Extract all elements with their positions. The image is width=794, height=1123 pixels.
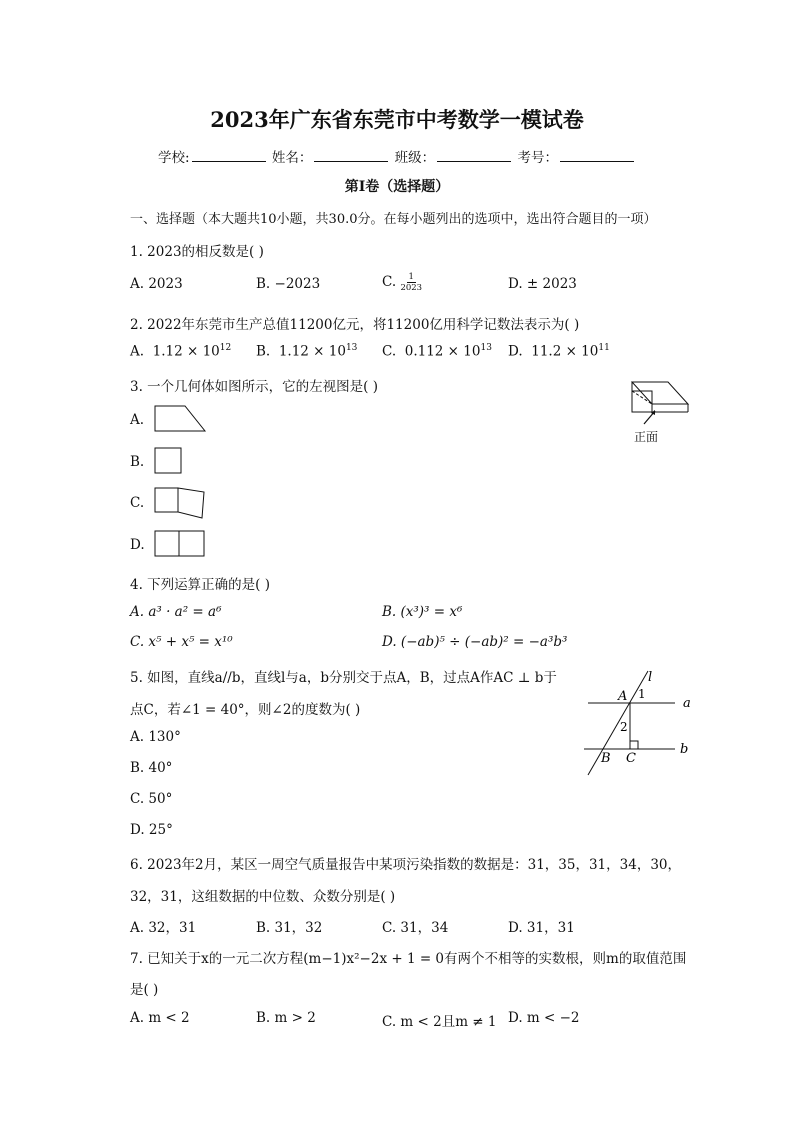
q2-b-label: B. xyxy=(256,343,271,360)
fig-label-angle1: 1 xyxy=(638,687,646,701)
q5-option-c: C. 50° xyxy=(130,791,173,807)
q4-option-b: B. (x³)³ = x⁶ xyxy=(382,604,463,620)
q3-option-b-label: B. xyxy=(130,454,145,470)
class-label: 班级： xyxy=(394,150,436,166)
school-label: 学校: xyxy=(158,150,190,166)
q2-b-exp: 13 xyxy=(345,343,358,353)
question-2-stem: 2. 2022年东莞市生产总值11200亿元，将11200亿用科学记数法表示为( ) xyxy=(130,317,580,333)
name-blank xyxy=(314,149,388,162)
fig-label-angle2: 2 xyxy=(620,720,628,734)
q5-option-d: D. 25° xyxy=(130,822,173,838)
q4-option-a: A. a³ · a² = a⁶ xyxy=(130,604,222,620)
q2-option-a xyxy=(130,343,231,360)
question-5-stem-line1: 5. 如图，直线a//b，直线l与a，b分别交于点A，B，过点A作AC ⊥ b于 xyxy=(130,670,557,686)
q4-option-d: D. (−ab)⁵ ÷ (−ab)² = −a³b³ xyxy=(382,634,568,650)
question-4-stem: 4. 下列运算正确的是( ) xyxy=(130,577,270,593)
q5-option-a: A. 130° xyxy=(130,729,181,745)
q1-option-c xyxy=(382,272,422,293)
name-label: 姓名： xyxy=(271,150,313,166)
student-info-line xyxy=(0,146,794,166)
school-blank xyxy=(192,149,266,162)
q2-option-c xyxy=(382,343,492,360)
q7-option-c: C. m < 2且m ≠ 1 xyxy=(382,1014,497,1030)
question-6-stem-line1: 6. 2023年2月，某区一周空气质量报告中某项污染指数的数据是：31，35，31，34，30， xyxy=(130,857,682,873)
exam-number-blank xyxy=(560,149,634,162)
q3-option-a-label: A. xyxy=(130,412,145,428)
q2-d-exp: 11 xyxy=(598,343,610,353)
q3-option-a-trapezoid xyxy=(154,405,210,435)
q3-option-b-square xyxy=(154,447,184,475)
q2-c-base: 0.112 × 10 xyxy=(404,343,481,360)
fig-label-b: b xyxy=(680,742,689,757)
q6-option-a: A. 32，31 xyxy=(130,920,197,936)
fig-label-a: a xyxy=(683,696,691,711)
question-3-stem: 3. 一个几何体如图所示，它的左视图是( ) xyxy=(130,379,378,395)
q7-option-a: A. m < 2 xyxy=(130,1010,190,1026)
question-1-stem: 1. 2023的相反数是( ) xyxy=(130,244,264,260)
q7-option-d: D. m < −2 xyxy=(508,1010,580,1026)
q5-option-b: B. 40° xyxy=(130,760,173,776)
section-heading: 一、选择题（本大题共10小题，共30.0分。在每小题列出的选项中，选出符合题目的一项） xyxy=(130,212,657,227)
fig-label-A: A xyxy=(618,689,628,704)
q2-b-base: 1.12 × 10 xyxy=(278,343,346,360)
q1-option-a: A. 2023 xyxy=(130,276,183,292)
q2-option-d xyxy=(508,343,610,360)
fraction-denominator: 2023 xyxy=(400,283,423,293)
q1-option-c-label: C. xyxy=(382,274,397,290)
question-6-stem-line2: 32，31，这组数据的中位数、众数分别是( ) xyxy=(130,889,396,905)
q7-option-b: B. m > 2 xyxy=(256,1010,316,1026)
volume-title: 第I卷（选择题） xyxy=(344,179,450,195)
question-7-stem-line2: 是( ) xyxy=(130,982,159,998)
q3-option-d-figure xyxy=(154,530,208,558)
q6-option-c: C. 31，34 xyxy=(382,920,449,936)
fig-label-l: l xyxy=(648,670,653,685)
q4-option-c: C. x⁵ + x⁵ = x¹⁰ xyxy=(130,634,233,650)
question-7-stem-line1: 7. 已知关于x的一元二次方程(m−1)x²−2x + 1 = 0有两个不相等的实数根，则m的取值范围 xyxy=(130,951,687,967)
q2-d-label: D. xyxy=(508,343,523,360)
fig-label-C: C xyxy=(626,751,636,766)
question-5-stem-line2: 点C，若∠1 = 40°，则∠2的度数为( ) xyxy=(130,702,361,718)
q1-option-c-fraction xyxy=(400,272,422,293)
q3-option-d-label: D. xyxy=(130,537,145,553)
fraction-numerator: 1 xyxy=(408,272,414,282)
q3-option-c-label: C. xyxy=(130,495,145,511)
page-title: 2023年广东省东莞市中考数学一模试卷 xyxy=(210,107,584,132)
q2-c-label: C. xyxy=(382,343,397,360)
class-blank xyxy=(437,149,511,162)
q6-option-d: D. 31，31 xyxy=(508,920,575,936)
q2-option-b xyxy=(256,343,357,360)
q2-d-base: 11.2 × 10 xyxy=(531,343,599,360)
q1-option-b: B. −2023 xyxy=(256,276,321,292)
q2-a-exp: 12 xyxy=(219,343,232,353)
q5-parallel-lines-figure xyxy=(580,665,700,780)
q2-a-base: 1.12 × 10 xyxy=(152,343,220,360)
fig-label-B: B xyxy=(601,751,611,766)
q2-a-label: A. xyxy=(130,343,145,360)
q1-option-d: D. ± 2023 xyxy=(508,276,577,292)
q6-option-b: B. 31，32 xyxy=(256,920,323,936)
q2-c-exp: 13 xyxy=(480,343,492,353)
front-view-label: 正面 xyxy=(634,430,659,444)
q3-option-c-figure xyxy=(154,484,208,520)
exam-number-label: 考号： xyxy=(517,150,558,166)
